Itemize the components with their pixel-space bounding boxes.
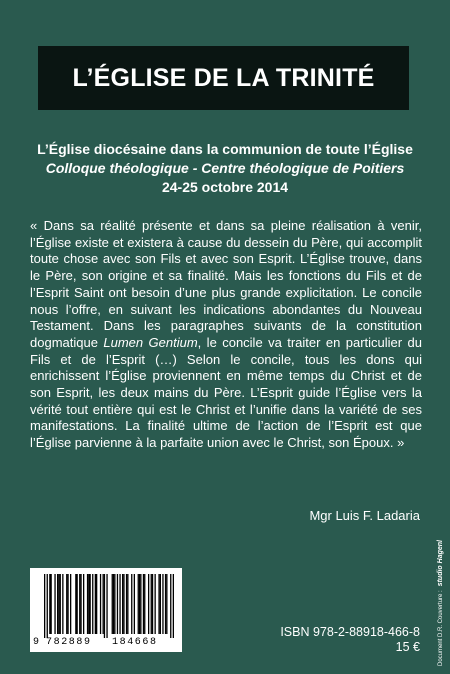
isbn: ISBN 978-2-88918-466-8 (280, 625, 420, 639)
barcode-bar (83, 574, 84, 634)
barcode-bar (62, 574, 63, 634)
barcode-bar (103, 574, 104, 634)
barcode-bar (67, 574, 68, 634)
barcode-bar (126, 574, 127, 634)
barcode-bar (54, 574, 55, 634)
price: 15 € (395, 640, 420, 654)
barcode-bar (66, 574, 67, 634)
barcode-bar (60, 574, 61, 634)
book-title: L’ÉGLISE DE LA TRINITÉ (72, 63, 375, 92)
barcode-bar (162, 574, 163, 634)
barcode-bar (166, 574, 167, 634)
quote-italic-title: Lumen Gentium (103, 334, 198, 350)
barcode-bar (95, 574, 96, 634)
quote-part-1: « Dans sa réalité présente et dans sa pleine réalisation à venir, l’Église existe et existera à cause du dessein du Père, qui accomplit toute chose avec son Fils et avec son Esprit. L’Église trouve, dans le Père, son origine et sa finalité. Mais les fonctions du Fils et de l’Esprit Saint ont besoin d’une plus grande explicitation. Le concile nous l’offre, en suivant les indications abondantes du Nouveau Testament. Dans les paragraphes suivants de la constitution dogmatique (30, 218, 422, 350)
barcode-bar (47, 574, 48, 638)
studio-logo: studio Hagenl (437, 540, 444, 587)
subtitle-date: 24-25 octobre 2014 (161, 179, 289, 195)
subtitle-line-1: L’Église diocésaine dans la communion de toute l’Église (37, 141, 413, 157)
barcode-bar (152, 574, 153, 634)
title-banner (38, 46, 409, 110)
cover-credit (437, 540, 444, 666)
barcode-bar (92, 574, 93, 634)
barcode-bar (144, 574, 145, 634)
barcode-bar (140, 574, 141, 634)
barcode-bar (58, 574, 59, 634)
barcode-bar (51, 574, 52, 634)
quote-part-2: , le concile va traiter en particulier du Fils et de l’Esprit (…) Selon le concile, tous les dons qui enrichissent l’Église proviennent en même temps du Christ et de son Esprit, les deux mains du Père. L’Esprit guide l’Église vers la vérité tout entière qui est le Christ et l’unifie dans la variété de ses manifestations. La finalité ultime de l’action de l’Esprit est que l’Église parvienne à la parfaite union avec le Christ, son Époux. » (30, 334, 422, 451)
barcode-bar (49, 574, 50, 634)
barcode-bar (104, 574, 105, 638)
barcode-bar (44, 574, 45, 638)
barcode (30, 568, 182, 652)
barcode-bar (114, 574, 115, 634)
barcode-bar (173, 574, 174, 638)
barcode-bar (138, 574, 139, 634)
barcode-bar (70, 574, 71, 634)
barcode-bar (113, 574, 114, 634)
barcode-bar (96, 574, 97, 634)
barcode-bars (30, 568, 182, 638)
barcode-bar (77, 574, 78, 634)
quote-text (30, 218, 422, 452)
barcode-bar (151, 574, 152, 634)
quote-author: Mgr Luis F. Ladaria (309, 508, 420, 523)
subtitle-block (0, 140, 450, 197)
barcode-bar (134, 574, 135, 634)
barcode-bar (127, 574, 128, 634)
barcode-bar (123, 574, 124, 634)
barcode-bar (165, 574, 166, 634)
barcode-bar (112, 574, 113, 634)
barcode-bar (117, 574, 118, 634)
barcode-bar (143, 574, 144, 634)
barcode-bar (90, 574, 91, 634)
barcode-lead-digit: 9 (33, 637, 40, 648)
credit-text: Document D.R. Couverture : (437, 590, 444, 666)
barcode-bar (100, 574, 101, 634)
barcode-group-2: 184668 (112, 637, 158, 648)
barcode-bar (75, 574, 76, 634)
barcode-bar (106, 574, 107, 638)
barcode-bar (155, 574, 156, 634)
barcode-bar (87, 574, 88, 634)
barcode-bar (79, 574, 80, 634)
barcode-bar (119, 574, 120, 634)
barcode-bar (131, 574, 132, 634)
barcode-group-1: 782889 (46, 637, 92, 648)
barcode-bar (88, 574, 89, 634)
barcode-bar (122, 574, 123, 634)
subtitle-line-2: Colloque théologique - Centre théologique de Poitiers (45, 160, 405, 176)
barcode-bar (160, 574, 161, 634)
barcode-bar (158, 574, 159, 634)
barcode-bar (139, 574, 140, 634)
barcode-bar (80, 574, 81, 634)
barcode-bar (170, 574, 171, 638)
barcode-bar (148, 574, 149, 634)
barcode-bar (57, 574, 58, 634)
